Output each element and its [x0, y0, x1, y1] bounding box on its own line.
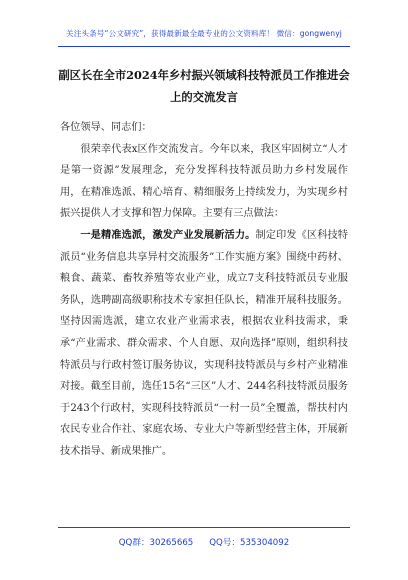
document-body [60, 117, 348, 463]
section-1-body: 制定印发《区科技特派员“业务信息共享异村交流服务”工作实施方案》围绕中药材、粮食、蔬菜、畜牧养殖等农业产业，成立7支科技特派员专业服务队，选聘副高级职称技术专家担任队长，精准开展科技服务。坚持因需选派，建立农业产业需求表，根据农业科技需求，秉承“产业需求、群众需求、个人自愿、双向选择”原则，组织科技特派员与行政村签订服务协议，实现科技特派员与乡村产业精准对接。截至目前，选任15名“三区”人才、244名科技特派员服务于243个行政村，实现科技特派员“一村一员”全覆盖，帮扶村内农民专业合作社、家庭农场、专业大户等新型经营主体，开展新技术指导、新成果推广。 [60, 229, 348, 457]
salutation: 各位领导、同志们： [60, 122, 152, 133]
footer-contact [0, 536, 408, 548]
header-promo-note: 关注头条号“公文研究”，获得最新最全最专业的公文资料库！ 微信：gongwenyj [66, 29, 342, 38]
intro-paragraph: 很荣幸代表x区作交流发言。今年以来，我区牢固树立“人才是第一资源”发展理念，充分发挥科技特派员助力乡村发展作用，在精准选派、精心培育、精细服务上持续发力，为实现乡村振兴提供人才支撑和智力保障。主要有三点做法： [60, 143, 348, 220]
footer-qq: QQ号：535304092 [209, 538, 290, 548]
document-title [44, 64, 364, 108]
section-1-paragraph [60, 225, 348, 463]
title-line-1: 副区长在全市2024年乡村振兴领域科技特派员工作推进会 [58, 68, 350, 82]
title-line-2: 上的交流发言 [170, 90, 238, 104]
header-divider [58, 46, 350, 47]
footer-qq-group: QQ群：30265665 [118, 538, 194, 548]
section-1-lead: 一是精准选派，激发产业发展新活力。 [80, 228, 256, 241]
footer-divider [58, 527, 350, 528]
